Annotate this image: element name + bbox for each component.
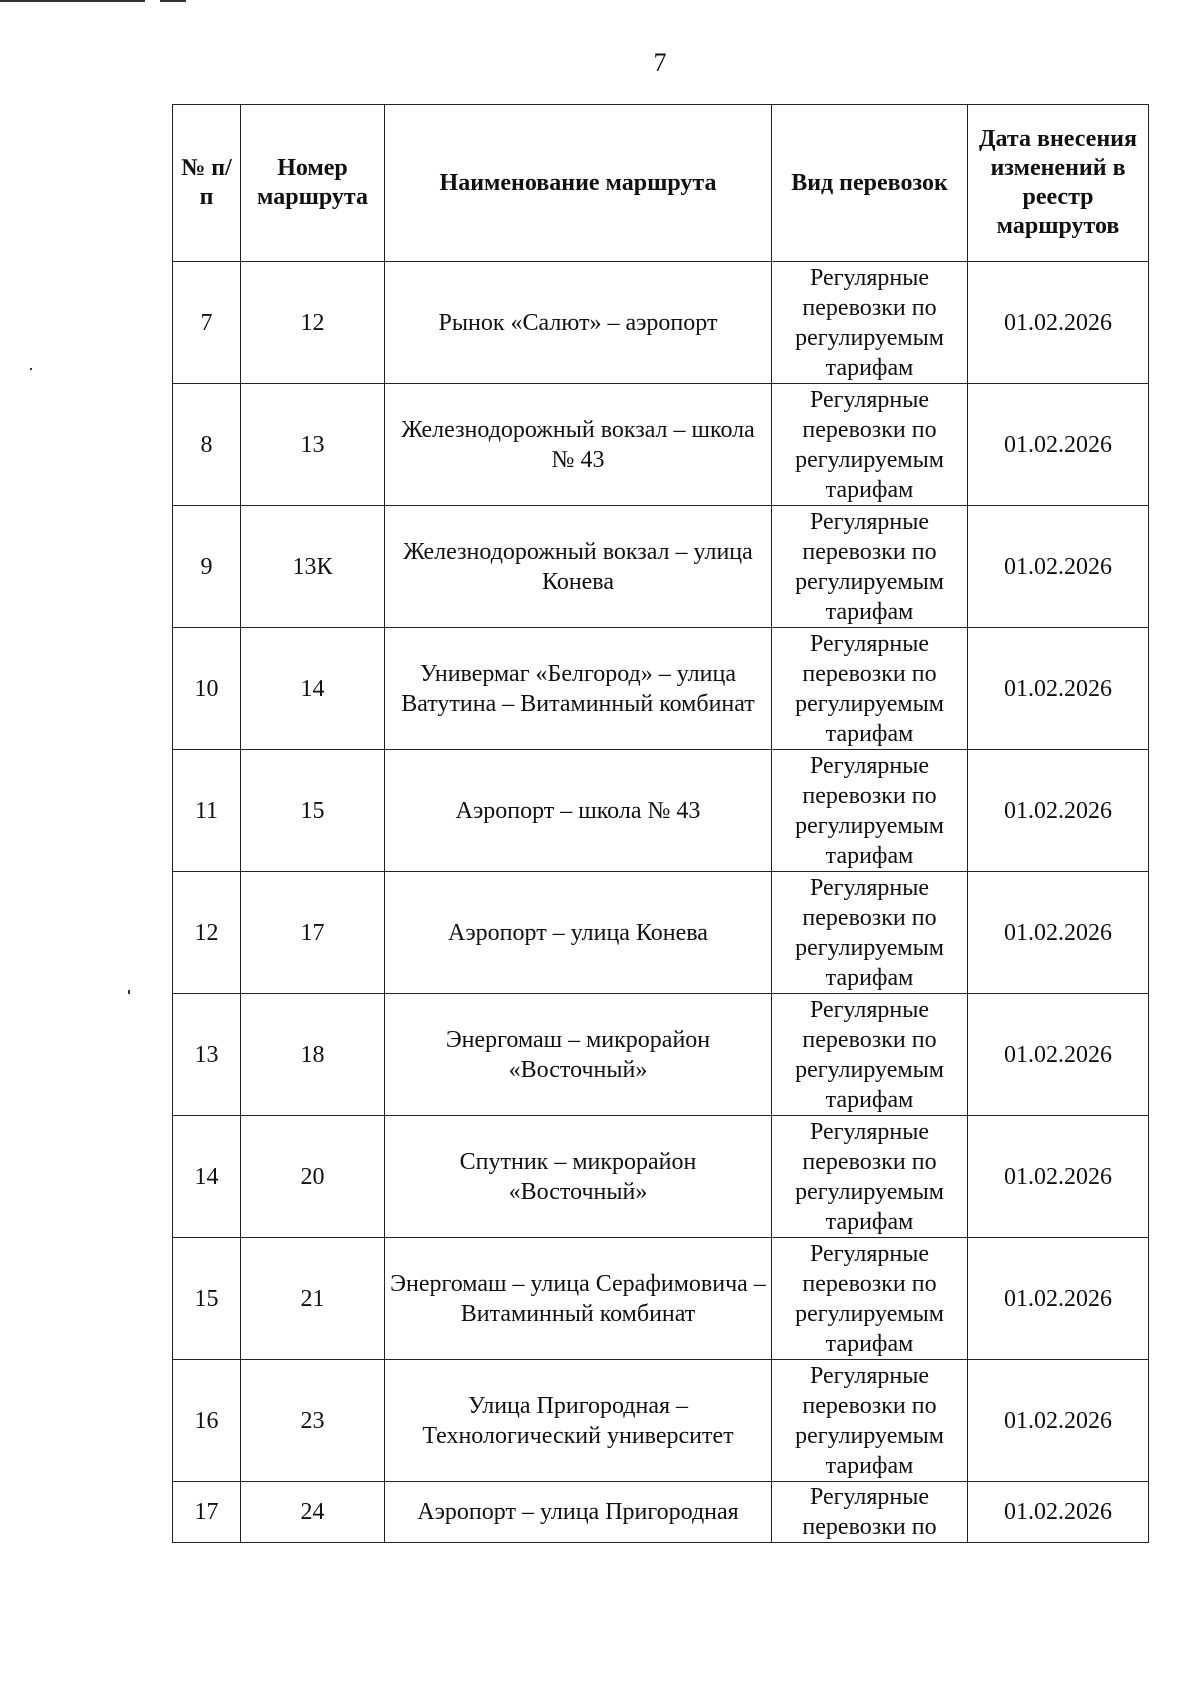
routes-table — [172, 104, 1149, 1543]
cell-route-name: Универмаг «Белгород» – улица Ватутина – Витаминный комбинат — [385, 628, 772, 750]
cell-route-number: 17 — [241, 872, 385, 994]
header-change-date: Дата внесения изменений в реестр маршрутов — [968, 105, 1149, 262]
cell-number: 8 — [173, 384, 241, 506]
cell-transport-type: Регулярные перевозки по регулируемым тарифам — [772, 994, 968, 1116]
cell-route-number: 24 — [241, 1482, 385, 1543]
cell-change-date: 01.02.2026 — [968, 1360, 1149, 1482]
table-row — [173, 1360, 1149, 1482]
cell-transport-type: Регулярные перевозки по регулируемым тарифам — [772, 1116, 968, 1238]
cell-change-date: 01.02.2026 — [968, 750, 1149, 872]
cell-route-number: 13К — [241, 506, 385, 628]
cell-route-number: 21 — [241, 1238, 385, 1360]
cell-change-date: 01.02.2026 — [968, 994, 1149, 1116]
table-row — [173, 262, 1149, 384]
cell-change-date: 01.02.2026 — [968, 262, 1149, 384]
cell-number: 10 — [173, 628, 241, 750]
cell-transport-type: Регулярные перевозки по регулируемым тарифам — [772, 1238, 968, 1360]
cell-route-name: Железнодорожный вокзал – школа № 43 — [385, 384, 772, 506]
scan-mark-top-left — [0, 0, 145, 2]
cell-number: 12 — [173, 872, 241, 994]
cell-number: 7 — [173, 262, 241, 384]
table-row — [173, 872, 1149, 994]
cell-transport-type: Регулярные перевозки по регулируемым тарифам — [772, 506, 968, 628]
cell-route-number: 20 — [241, 1116, 385, 1238]
cell-change-date: 01.02.2026 — [968, 506, 1149, 628]
cell-change-date: 01.02.2026 — [968, 384, 1149, 506]
cell-number: 9 — [173, 506, 241, 628]
cell-transport-type: Регулярные перевозки по регулируемым тарифам — [772, 750, 968, 872]
cell-change-date: 01.02.2026 — [968, 1238, 1149, 1360]
cell-route-name: Улица Пригородная – Технологический университет — [385, 1360, 772, 1482]
cell-number: 17 — [173, 1482, 241, 1543]
table-row — [173, 628, 1149, 750]
cell-transport-type: Регулярные перевозки по — [772, 1482, 968, 1543]
cell-route-number: 14 — [241, 628, 385, 750]
cell-number: 15 — [173, 1238, 241, 1360]
cell-route-name: Аэропорт – школа № 43 — [385, 750, 772, 872]
cell-change-date: 01.02.2026 — [968, 628, 1149, 750]
cell-transport-type: Регулярные перевозки по регулируемым тарифам — [772, 1360, 968, 1482]
cell-route-name: Спутник – микрорайон «Восточный» — [385, 1116, 772, 1238]
table-row — [173, 750, 1149, 872]
cell-route-name: Железнодорожный вокзал – улица Конева — [385, 506, 772, 628]
table-row — [173, 506, 1149, 628]
cell-number: 16 — [173, 1360, 241, 1482]
table-row — [173, 994, 1149, 1116]
cell-transport-type: Регулярные перевозки по регулируемым тарифам — [772, 262, 968, 384]
page-number: 7 — [653, 48, 667, 77]
cell-route-name: Аэропорт – улица Пригородная — [385, 1482, 772, 1543]
cell-route-number: 23 — [241, 1360, 385, 1482]
cell-route-number: 18 — [241, 994, 385, 1116]
cell-transport-type: Регулярные перевозки по регулируемым тарифам — [772, 628, 968, 750]
table-row — [173, 384, 1149, 506]
cell-route-number: 12 — [241, 262, 385, 384]
table-row — [173, 1116, 1149, 1238]
cell-change-date: 01.02.2026 — [968, 1482, 1149, 1543]
cell-route-name: Энергомаш – микрорайон «Восточный» — [385, 994, 772, 1116]
table-header-row — [173, 105, 1149, 262]
table-row — [173, 1482, 1149, 1543]
scan-mark-top-left-2 — [160, 0, 186, 2]
cell-route-number: 15 — [241, 750, 385, 872]
cell-change-date: 01.02.2026 — [968, 872, 1149, 994]
header-number: № п/п — [173, 105, 241, 262]
cell-number: 14 — [173, 1116, 241, 1238]
header-route-number: Номер маршрута — [241, 105, 385, 262]
cell-route-number: 13 — [241, 384, 385, 506]
scan-speck — [30, 368, 32, 370]
table-row — [173, 1238, 1149, 1360]
cell-transport-type: Регулярные перевозки по регулируемым тарифам — [772, 384, 968, 506]
scan-speck — [128, 990, 130, 994]
cell-route-name: Энергомаш – улица Серафимовича – Витаминный комбинат — [385, 1238, 772, 1360]
cell-number: 13 — [173, 994, 241, 1116]
cell-route-name: Аэропорт – улица Конева — [385, 872, 772, 994]
cell-transport-type: Регулярные перевозки по регулируемым тарифам — [772, 872, 968, 994]
cell-route-name: Рынок «Салют» – аэропорт — [385, 262, 772, 384]
header-route-name: Наименование маршрута — [385, 105, 772, 262]
cell-number: 11 — [173, 750, 241, 872]
cell-change-date: 01.02.2026 — [968, 1116, 1149, 1238]
header-transport-type: Вид перевозок — [772, 105, 968, 262]
